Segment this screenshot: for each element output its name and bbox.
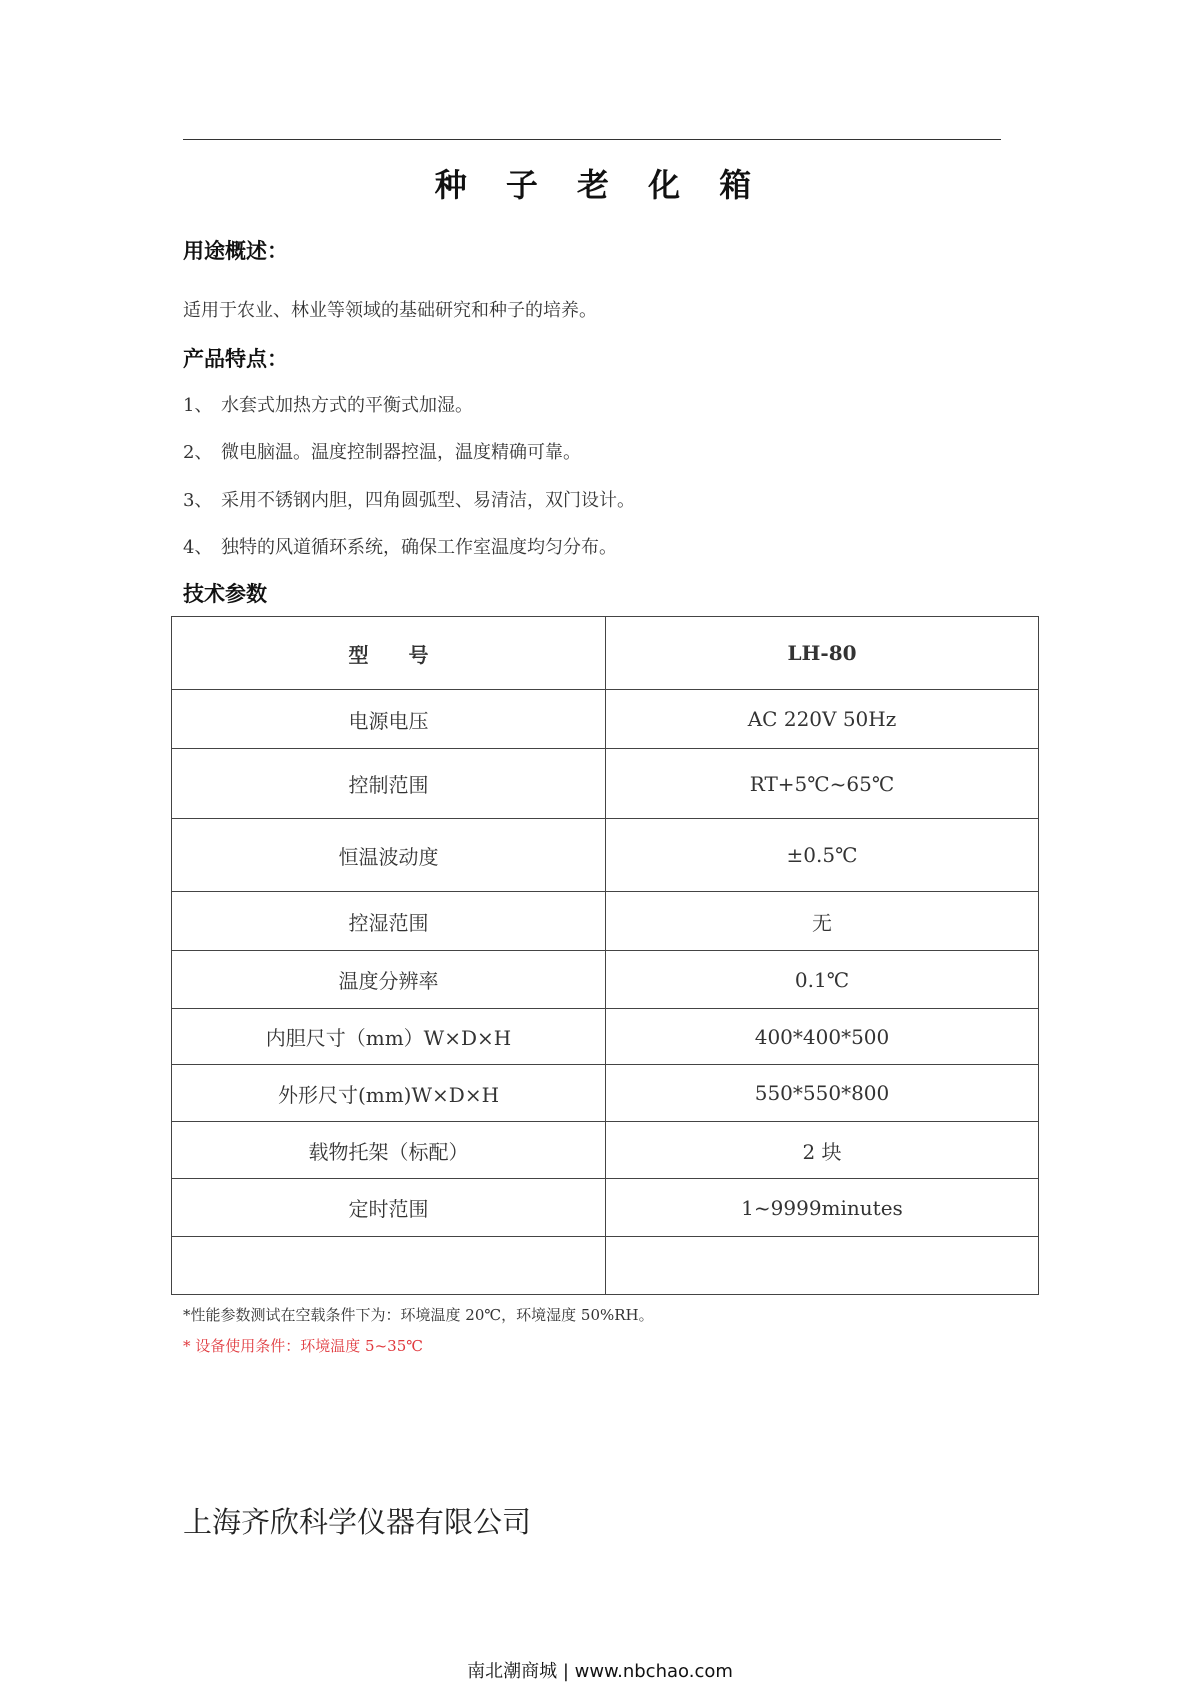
spec-label: 外形尺寸(mm)W×D×H [172, 1065, 606, 1122]
spec-value: 550*550*800 [606, 1065, 1039, 1122]
feature-item [183, 391, 473, 417]
page-title: 种 子 老 化 箱 [434, 166, 766, 204]
table-row [172, 951, 1039, 1009]
usage-text: 适用于农业、林业等领域的基础研究和种子的培养。 [183, 300, 597, 321]
feature-text: 微电脑温。温度控制器控温，温度精确可靠。 [221, 442, 581, 463]
feature-number: 2、 [183, 442, 213, 463]
feature-item [183, 533, 617, 559]
spec-label: 载物托架（标配） [172, 1122, 606, 1179]
table-row [172, 1237, 1039, 1295]
table-row [172, 1009, 1039, 1065]
spec-value: 0.1℃ [606, 951, 1039, 1009]
feature-number: 3、 [183, 490, 213, 511]
spec-label: 温度分辨率 [172, 951, 606, 1009]
use-condition-note: * 设备使用条件：环境温度 5~35℃ [183, 1337, 424, 1355]
spec-label [172, 1237, 606, 1295]
spec-value: 1~9999minutes [606, 1179, 1039, 1237]
table-row [172, 892, 1039, 951]
table-header-row [172, 617, 1039, 690]
feature-text: 水套式加热方式的平衡式加湿。 [221, 395, 473, 416]
spec-label: 控制范围 [172, 749, 606, 819]
spec-value [606, 1237, 1039, 1295]
spec-label: 内胆尺寸（mm）W×D×H [172, 1009, 606, 1065]
table-row [172, 1179, 1039, 1237]
spec-value: 400*400*500 [606, 1009, 1039, 1065]
feature-text: 采用不锈钢内胆，四角圆弧型、易清洁，双门设计。 [221, 490, 635, 511]
feature-text: 独特的风道循环系统，确保工作室温度均匀分布。 [221, 537, 617, 558]
spec-value: ±0.5℃ [606, 819, 1039, 892]
spec-label: 电源电压 [172, 690, 606, 749]
spec-value: 无 [606, 892, 1039, 951]
spec-table [171, 616, 1039, 1295]
table-row [172, 819, 1039, 892]
usage-heading: 用途概述： [183, 239, 288, 263]
spec-value: RT+5℃~65℃ [606, 749, 1039, 819]
company-name: 上海齐欣科学仪器有限公司 [183, 1505, 532, 1539]
test-condition-note: *性能参数测试在空载条件下为：环境温度 20℃，环境湿度 50%RH。 [183, 1306, 654, 1324]
model-value: LH-80 [606, 617, 1039, 690]
specs-heading: 技术参数 [183, 582, 267, 606]
feature-item [183, 486, 635, 512]
spec-label: 定时范围 [172, 1179, 606, 1237]
footer-link[interactable]: 南北潮商城 | www.nbchao.com [467, 1661, 733, 1682]
spec-label: 控湿范围 [172, 892, 606, 951]
spec-label: 恒温波动度 [172, 819, 606, 892]
model-label: 型 号 [172, 617, 606, 690]
table-row [172, 690, 1039, 749]
table-row [172, 1122, 1039, 1179]
feature-item [183, 438, 581, 464]
header-rule [183, 139, 1001, 140]
spec-value: 2 块 [606, 1122, 1039, 1179]
features-heading: 产品特点： [183, 347, 288, 371]
feature-number: 4、 [183, 537, 213, 558]
table-row [172, 1065, 1039, 1122]
table-row [172, 749, 1039, 819]
feature-number: 1、 [183, 395, 213, 416]
spec-value: AC 220V 50Hz [606, 690, 1039, 749]
